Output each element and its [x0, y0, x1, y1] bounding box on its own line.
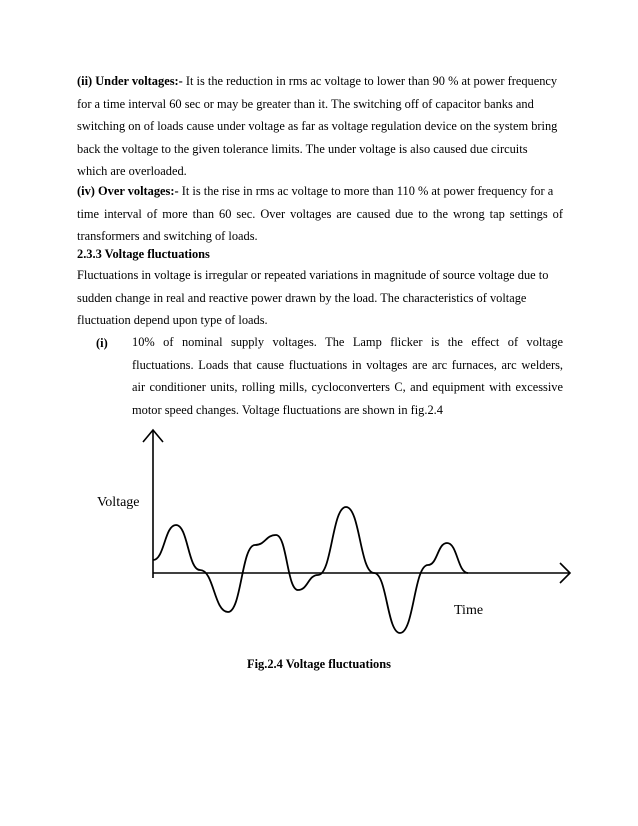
figure-caption: Fig.2.4 Voltage fluctuations: [247, 657, 391, 671]
list-item-line-2: fluctuations. Loads that cause fluctuations in voltages are arc furnaces, arc welders,: [132, 357, 563, 372]
list-item-number: (i): [96, 336, 108, 350]
list-item-line-1: 10% of nominal supply voltages. The Lamp flicker is the effect of voltage: [132, 335, 563, 349]
section-heading: 2.3.3 Voltage fluctuations: [77, 247, 210, 261]
section-line-2: sudden change in real and reactive power drawn by the load. The characteristics of voltage: [77, 290, 527, 305]
over-voltage-line-1: It is the rise in rms ac voltage to more than 110 % at power frequency for a: [178, 184, 554, 198]
section-line-1: Fluctuations in voltage is irregular or repeated variations in magnitude of source voltage due to: [77, 268, 549, 282]
under-voltage-title: (ii) Under voltages:-: [77, 74, 183, 88]
list-item-line-3: air conditioner units, rolling mills, cycloconverters C, and equipment with excessive: [132, 380, 563, 394]
under-voltage-line-3: switching on of loads cause under voltage as far as voltage regulation device on the system bring: [77, 119, 558, 133]
x-axis-label: Time: [454, 603, 484, 618]
y-axis-label: Voltage: [97, 495, 140, 510]
section-line-3: fluctuation depend upon type of loads.: [77, 313, 268, 327]
under-voltage-line-2: for a time interval 60 sec or may be greater than it. The switching off of capacitor banks and: [77, 96, 534, 111]
over-voltage-line-3: transformers and switching of loads.: [77, 229, 258, 243]
list-item-line-4: motor speed changes. Voltage fluctuations are shown in fig.2.4: [132, 402, 443, 417]
over-voltage-line-2: time interval of more than 60 sec. Over voltages are caused due to the wrong tap settings of: [77, 206, 563, 221]
under-voltage-line-1: It is the reduction in rms ac voltage to lower than 90 % at power frequency: [182, 74, 558, 88]
voltage-waveform: [153, 507, 468, 633]
under-voltage-line-5: which are overloaded.: [77, 164, 187, 178]
over-voltage-title: (iv) Over voltages:-: [77, 184, 179, 198]
under-voltage-line-4: back the voltage to the given tolerance limits. The under voltage is also caused due circuits: [77, 141, 528, 156]
